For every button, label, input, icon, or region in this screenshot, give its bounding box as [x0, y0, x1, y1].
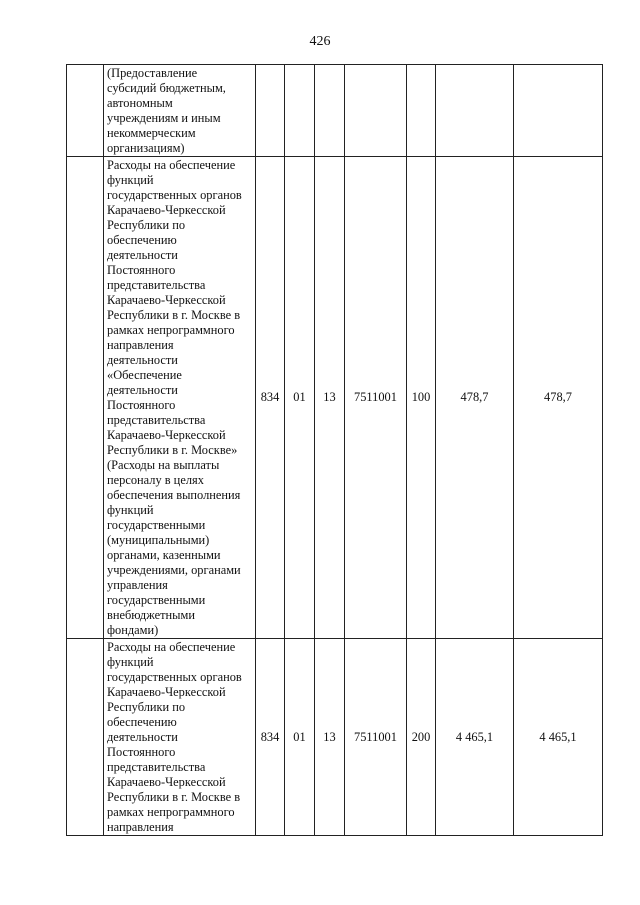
amount-cell: [514, 65, 603, 157]
row-number-cell: [67, 639, 104, 836]
target-article-cell: 7511001: [345, 639, 407, 836]
amount-cell: 478,7: [436, 157, 514, 639]
expense-type-cell: 100: [407, 157, 436, 639]
ministry-code-cell: 834: [256, 639, 285, 836]
amount-cell: 478,7: [514, 157, 603, 639]
row-number-cell: [67, 65, 104, 157]
row-number-cell: [67, 157, 104, 639]
description-cell: Расходы на обеспечение функций государственных органов Карачаево-Черкесской Республики по обеспечению деятельности Постоянного представительства Карачаево-Черкесской Республики в г. Москве в рамках непрограммного направления: [104, 639, 256, 836]
subsection-code-cell: 13: [315, 639, 345, 836]
description-cell: (Предоставление субсидий бюджетным, автономным учреждениям и иным некоммерческим организациям): [104, 65, 256, 157]
amount-cell: 4 465,1: [514, 639, 603, 836]
ministry-code-cell: [256, 65, 285, 157]
target-article-cell: [345, 65, 407, 157]
section-code-cell: 01: [285, 157, 315, 639]
description-cell: Расходы на обеспечение функций государственных органов Карачаево-Черкесской Республики по обеспечению деятельности Постоянного представительства Карачаево-Черкесской Республики в г. Москве в рамках непрограммного направления деятельности «Обеспечение деятельности Постоянного представительства Карачаево-Черкесской Республики в г. Москве» (Расходы на выплаты персоналу в целях обеспечения выполнения функций государственными (муниципальными) органами, казенными учреждениями, органами управления государственными внебюджетными фондами): [104, 157, 256, 639]
table-row: [67, 639, 603, 836]
subsection-code-cell: [315, 65, 345, 157]
expense-type-cell: [407, 65, 436, 157]
amount-cell: [436, 65, 514, 157]
target-article-cell: 7511001: [345, 157, 407, 639]
section-code-cell: 01: [285, 639, 315, 836]
amount-cell: 4 465,1: [436, 639, 514, 836]
table-row: [67, 65, 603, 157]
budget-table: [66, 64, 603, 836]
page-number: 426: [309, 34, 331, 49]
table-row: [67, 157, 603, 639]
subsection-code-cell: 13: [315, 157, 345, 639]
section-code-cell: [285, 65, 315, 157]
expense-type-cell: 200: [407, 639, 436, 836]
ministry-code-cell: 834: [256, 157, 285, 639]
